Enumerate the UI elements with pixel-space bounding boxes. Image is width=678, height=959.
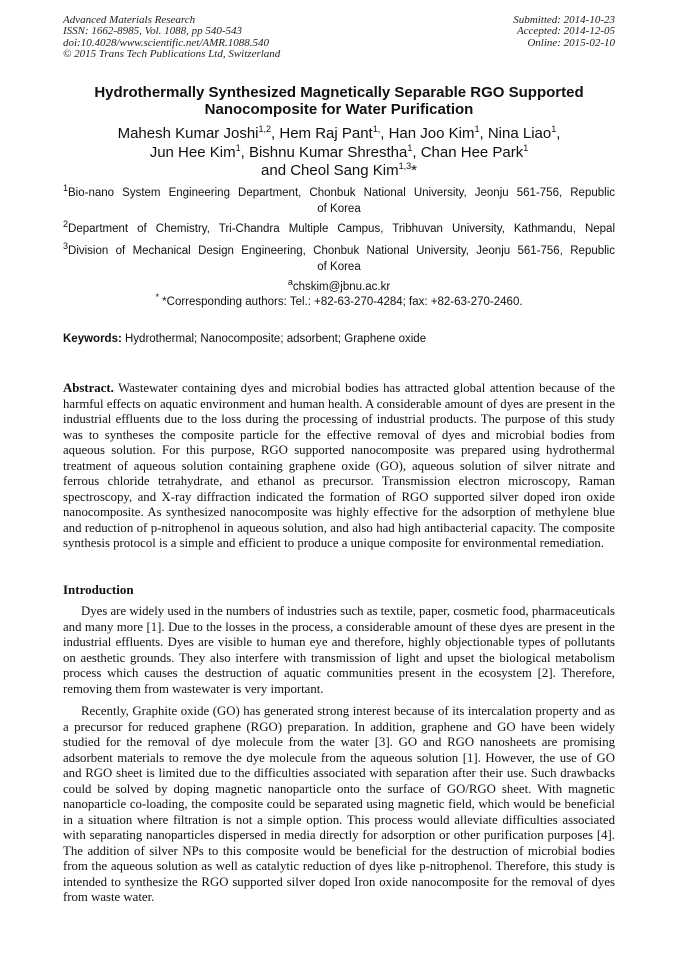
author-affiliation-mark: 1 [235, 142, 241, 153]
corresponding-author-mark: * [411, 162, 417, 179]
author-name: Han Joo Kim [388, 125, 475, 142]
author-affiliation-mark: 1 [474, 124, 480, 134]
email-mark: a [287, 277, 293, 288]
affiliation-text: Bio-nano System Engineering Department, Chonbuk National University, Jeonju 561-756, Republic [68, 187, 615, 199]
author-list [40, 125, 638, 181]
abstract [63, 381, 615, 552]
online-date: Online: 2015-02-10 [527, 36, 615, 49]
affiliation-number: 1 [63, 183, 69, 194]
author-name: Cheol Sang Kim [290, 162, 399, 179]
abstract-label: Abstract. [63, 381, 114, 395]
affiliation-text-continued: of Korea [317, 202, 361, 215]
journal-info [63, 15, 280, 61]
submission-dates [513, 15, 615, 49]
corresponding-mark: * [155, 292, 159, 303]
affiliation-1 [63, 183, 615, 217]
accepted-date: Accepted: 2014-12-05 [516, 25, 615, 38]
author-name: Hem Raj Pant [279, 125, 373, 142]
author-affiliation-mark: 1, [372, 124, 381, 134]
affiliation-text-continued: of Korea [317, 260, 361, 273]
abstract-text: Wastewater containing dyes and microbial bodies has attracted global attention because of the harmful effects on aquatic environment and human health. A considerable amount of dyes are present in the industrial effluents due to the loss during the processing of industrial products. The purpose of this study was to syntheses the composite particle for the effective removal of dyes and microbial bodies from aqueous solution. For this purpose, RGO supported nanocomposite was prepared using hydrothermal treatment of aqueous solution containing graphene oxide (GO), aqueous solution of silver nitrate and ferrous chloride tetrahydrate, and ethanol as precursor. Transmission electron microscopy, Raman spectroscopy, and X-ray diffraction indicated the formation of RGO supported silver doped iron oxide nanocomposite. As synthesized nanocomposite was highly effective for the adsorption of methylene blue and reduction of p-nitrophenol in aqueous solution, and also had high antibacterial capacity. The composite synthesis protocol is a simple and efficient to produce a unique composite for environmental remediation. [63, 381, 615, 550]
corresponding-text: *Corresponding authors: Tel.: +82-63-270-4284; fax: +82-63-270-2460. [162, 296, 523, 308]
author-name: Chan Hee Park [420, 143, 524, 161]
affiliation-number: 2 [63, 219, 69, 230]
introduction-paragraph-2: Recently, Graphite oxide (GO) has generated strong interest because of its intercalation property and as a precursor for reduced graphene (RGO) preparation. In addition, graphene and GO have been widely studied for the removal of dye molecule from the water [3]. GO and RGO nanosheets are promising adsorbent materials to remove the dye molecule from the aqueous solution [1]. However, the use of GO and RGO sheet is limited due to the difficulties associated with separation after their use. Such drawbacks could be solved by doping magnetic nanoparticle onto the surface of GO/RGO sheet. With magnetic nanoparticle co-loading, the composite could be separated using magnetic field, which would be beneficial in a situation where filtration is not a simple option. This process would alleviate difficulties associated with separating nanoparticles dispersed in media directly for adsorption or other purification purposes [4]. The addition of silver NPs to this composite would be beneficial for the destruction of microbial bodies from the aqueous solution as well as catalytic reduction of dyes like p-nitrophenol. Therefore, this study is intended to synthesize the RGO supported silver doped Iron oxide nanocomposite for the removal of dyes from waste water. [63, 704, 615, 904]
author-name: Jun Hee Kim [149, 143, 236, 161]
introduction-paragraph-1: Dyes are widely used in the numbers of industries such as textile, paper, cosmetic food, pharmaceuticals and many more [1]. Due to the losses in the process, a considerable amount of these dyes are present in the industrial effluents. Dyes are visible to human eye and therefore, highly objectionable types of pollutants on aesthetic grounds. They also interfere with transmission of light and upset the biological metabolism process which causes the destruction of aquatic communities present in the ecosystem [2]. Therefore, removing them from wastewater is very important. [63, 604, 615, 696]
author-name: Mahesh Kumar Joshi [117, 125, 259, 142]
introduction-heading: Introduction [63, 582, 134, 597]
corresponding-author-info [63, 292, 615, 310]
affiliation-3 [63, 241, 615, 275]
keywords-label: Keywords: [63, 333, 122, 345]
email-address: chskim@jbnu.ac.kr [292, 281, 391, 293]
journal-name: Advanced Materials Research [63, 14, 196, 26]
title-line-1: Hydrothermally Synthesized Magnetically Separable RGO Supported [94, 84, 584, 101]
copyright: © 2015 Trans Tech Publications Ltd, Switzerland [63, 48, 281, 61]
author-name: Bishnu Kumar Shrestha [248, 143, 408, 161]
paper-title [40, 84, 638, 118]
submitted-date: Submitted: 2014-10-23 [513, 14, 615, 26]
issn-volume: ISSN: 1662-8985, Vol. 1088, pp 540-543 [63, 25, 243, 38]
contact-email [63, 277, 615, 295]
author-affiliation-mark: 1 [551, 124, 557, 134]
authors-line-1: Mahesh Kumar Joshi$^{1,2}$, Hem Raj Pant$^{1,}$, Han Joo Kim$^1$, Nina Liao$^1$, [117, 124, 561, 142]
author-affiliation-mark: 1 [523, 142, 529, 153]
title-line-2: Nanocomposite for Water Purification [204, 101, 474, 118]
author-affiliation-mark: 1,3 [398, 161, 412, 171]
affiliation-text: Department of Chemistry, Tri-Chandra Multiple Campus, Tribhuvan University, Kathmandu, Nepal [68, 223, 615, 235]
keywords [63, 332, 615, 347]
keywords-text: Hydrothermal; Nanocomposite; adsorbent; Graphene oxide [125, 333, 427, 345]
doi: doi:10.4028/www.scientific.net/AMR.1088.540 [63, 36, 270, 49]
authors-line-2: Jun Hee Kim$^1$, Bishnu Kumar Shrestha$^1$, Chan Hee Park$^1$ [149, 142, 529, 161]
affiliation-number: 3 [63, 241, 69, 252]
author-name: Nina Liao [487, 125, 552, 142]
affiliation-2 [63, 219, 615, 238]
affiliation-text: Division of Mechanical Design Engineering, Chonbuk National University, Jeonju 561-756, Republic [68, 245, 615, 257]
author-affiliation-mark: 1,2 [258, 124, 272, 134]
authors-line-3: and Cheol Sang Kim$^{1,3}$* [261, 161, 417, 179]
author-affiliation-mark: 1 [407, 142, 413, 153]
